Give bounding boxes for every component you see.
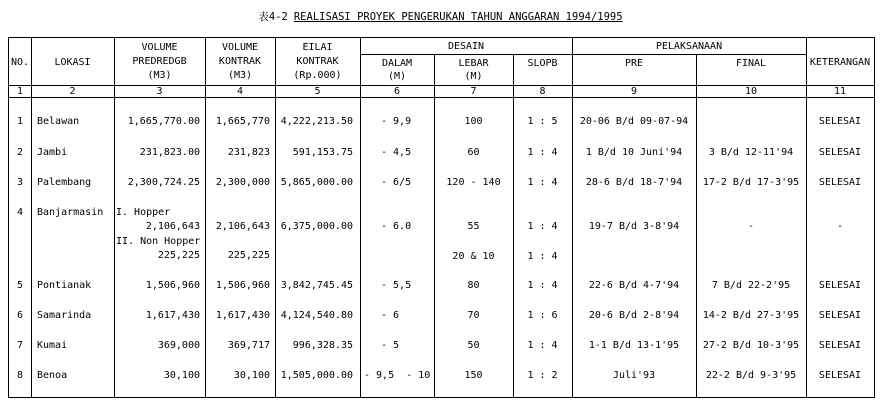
cell-slope: 1 : 2 [527,370,558,381]
header-nilai-kontrak: KONTRAK [296,56,339,67]
header-nilai-kontrak: EILAI [302,42,333,53]
cell-volume-pre: 1,506,960 [145,280,200,291]
cell-nilai: 6,375,000.00 [280,221,353,232]
column-number: 1 [16,86,24,97]
header-slope: SLOPB [527,58,558,69]
cell-lebar: 150 [464,370,483,381]
cell-volume-pre: 30,100 [163,370,200,381]
cell-volume-kontrak: 369,717 [227,340,270,351]
header-nilai-kontrak: (Rp.000) [293,70,342,81]
cell-keterangan: SELESAI [818,370,862,381]
cell-dalam: - 6/5 [381,177,412,188]
cell-dalam: - 6 [381,310,400,321]
header-lebar: LEBAR [458,58,489,69]
cell-final: 17-2 B/d 17-3'95 [702,177,800,188]
cell-volume-kontrak: 1,506,960 [215,280,270,291]
cell-keterangan: SELESAI [818,310,862,321]
header-dalam: (M) [387,71,407,82]
column-number: 6 [393,86,401,97]
cell-lokasi: Samarinda [37,310,92,321]
cell-volume-pre: 2,300,724.25 [127,177,200,188]
cell-no: 5 [16,280,24,291]
cell-dalam: - 5,5 [381,280,412,291]
cell-volume-pre: 225,225 [157,250,200,261]
cell-lokasi: Kumai [37,340,68,351]
column-number: 7 [470,86,477,97]
header-volume-kontrak: (M3) [227,70,253,81]
cell-pre: 1-1 B/d 13-1'95 [588,340,680,351]
cell-dalam: - 5 [381,340,400,351]
cell-volume-pre: 2,106,643 [145,221,200,232]
cell-volume-pre: 369,000 [157,340,200,351]
cell-keterangan: SELESAI [818,147,862,158]
header-volume-pre: PREDREDGB [132,56,187,67]
column-number: 11 [833,86,847,97]
cell-keterangan: - [836,221,844,232]
cell-nilai: 996,328.35 [292,340,353,351]
cell-volume-kontrak: 2,106,643 [215,221,270,232]
cell-lokasi: Benoa [37,370,68,381]
cell-no: 6 [16,310,24,321]
header-lebar: (M) [464,71,483,82]
cell-volume-kontrak: 30,100 [233,370,270,381]
header-lokasi: LOKASI [54,57,91,68]
cell-dalam: - 4,5 [381,147,412,158]
cell-volume-kontrak: 231,823 [227,147,270,158]
header-desain: DESAIN [447,41,485,52]
cell-volume-pre: 1,665,770.00 [127,116,200,127]
title-prefix: 表4-2 [258,11,288,23]
column-number: 10 [744,86,758,97]
cell-keterangan: SELESAI [818,116,862,127]
cell-lebar: 20 & 10 [452,251,495,262]
cell-sub-label: I. Hopper [116,207,171,218]
cell-no: 4 [16,207,24,218]
cell-nilai: 3,842,745.45 [280,280,353,291]
column-number: 9 [630,86,638,97]
cell-final: 7 B/d 22-2'95 [711,280,791,291]
header-volume-pre: VOLUME [141,42,178,53]
header-final: FINAL [735,58,767,69]
cell-dalam: - 9,9 [381,116,412,127]
cell-no: 2 [16,147,24,158]
cell-pre: 22-6 B/d 4-7'94 [588,280,680,291]
cell-no: 8 [16,370,24,381]
cell-slope: 1 : 4 [527,147,558,158]
cell-final: 14-2 B/d 27-3'95 [702,310,800,321]
cell-no: 7 [16,340,24,351]
cell-pre: 28-6 B/d 18-7'94 [585,177,683,188]
cell-volume-kontrak: 1,617,430 [215,310,270,321]
cell-nilai: 5,865,000.00 [280,177,353,188]
cell-final: 3 B/d 12-11'94 [708,147,794,158]
cell-nilai: 1,505,000.00 [280,370,353,381]
cell-pre: 20-6 B/d 2-8'94 [588,310,680,321]
cell-lokasi: Banjarmasin [37,207,104,218]
column-number: 2 [69,86,76,97]
column-number: 5 [314,86,321,97]
cell-pre: 19-7 B/d 3-8'94 [588,221,680,232]
cell-lebar: 80 [467,280,480,291]
cell-slope: 1 : 4 [527,280,558,291]
cell-nilai: 4,222,213.50 [280,116,353,127]
cell-keterangan: SELESAI [818,177,862,188]
cell-volume-kontrak: 225,225 [227,250,270,261]
header-pre: PRE [624,58,644,69]
cell-slope: 1 : 4 [527,251,558,262]
cell-slope: 1 : 5 [527,116,558,127]
cell-lokasi: Jambi [37,147,68,158]
cell-volume-kontrak: 1,665,770 [215,116,270,127]
header-volume-kontrak: VOLUME [221,42,259,53]
cell-lebar: 120 - 140 [446,177,501,188]
cell-slope: 1 : 6 [527,310,558,321]
cell-lebar: 100 [464,116,483,127]
cell-nilai: 591,153.75 [292,147,353,158]
header-no: NO. [10,57,30,68]
cell-pre: Juli'93 [612,370,656,381]
column-number: 8 [539,86,546,97]
cell-lokasi: Pontianak [37,280,92,291]
cell-lebar: 60 [467,147,480,158]
header-keterangan: KETERANGAN [809,57,871,68]
cell-pre: 1 B/d 10 Juni'94 [585,147,683,158]
cell-volume-pre: 1,617,430 [145,310,200,321]
cell-lokasi: Belawan [37,116,80,127]
cell-sub-label: II. Non Hopper [116,236,201,247]
cell-dalam: - 6.0 [381,221,412,232]
cell-lebar: 70 [467,310,480,321]
cell-final: 27-2 B/d 10-3'95 [702,340,800,351]
cell-keterangan: SELESAI [818,280,862,291]
cell-pre: 20-06 B/d 09-07-94 [579,116,689,127]
cell-volume-pre: 231,823.00 [139,147,200,158]
cell-no: 3 [16,177,24,188]
column-number: 4 [236,86,244,97]
header-dalam: DALAM [381,58,413,69]
header-volume-pre: (M3) [147,70,172,81]
cell-keterangan: SELESAI [818,340,862,351]
cell-slope: 1 : 4 [527,177,558,188]
header-pelaksanaan: PELAKSANAAN [655,41,723,52]
cell-dalam: - 9,5 - 10 [364,370,431,381]
header-volume-kontrak: KONTRAK [218,56,262,67]
cell-no: 1 [16,116,24,127]
cell-lokasi: Palembang [37,177,92,188]
column-number: 3 [156,86,163,97]
cell-volume-kontrak: 2,300,000 [215,177,270,188]
project-table [8,37,875,398]
cell-slope: 1 : 4 [527,340,558,351]
cell-final: 22-2 B/d 9-3'95 [705,370,797,381]
cell-slope: 1 : 4 [527,221,558,232]
grid-line [360,54,806,55]
cell-lebar: 55 [467,221,480,232]
cell-final: - [747,221,755,232]
title-text: REALISASI PROYEK PENGERUKAN TAHUN ANGGARAN 1994/1995 [293,11,623,23]
cell-lebar: 50 [467,340,480,351]
table-title [0,9,881,24]
cell-nilai: 4,124,540.80 [280,310,353,321]
